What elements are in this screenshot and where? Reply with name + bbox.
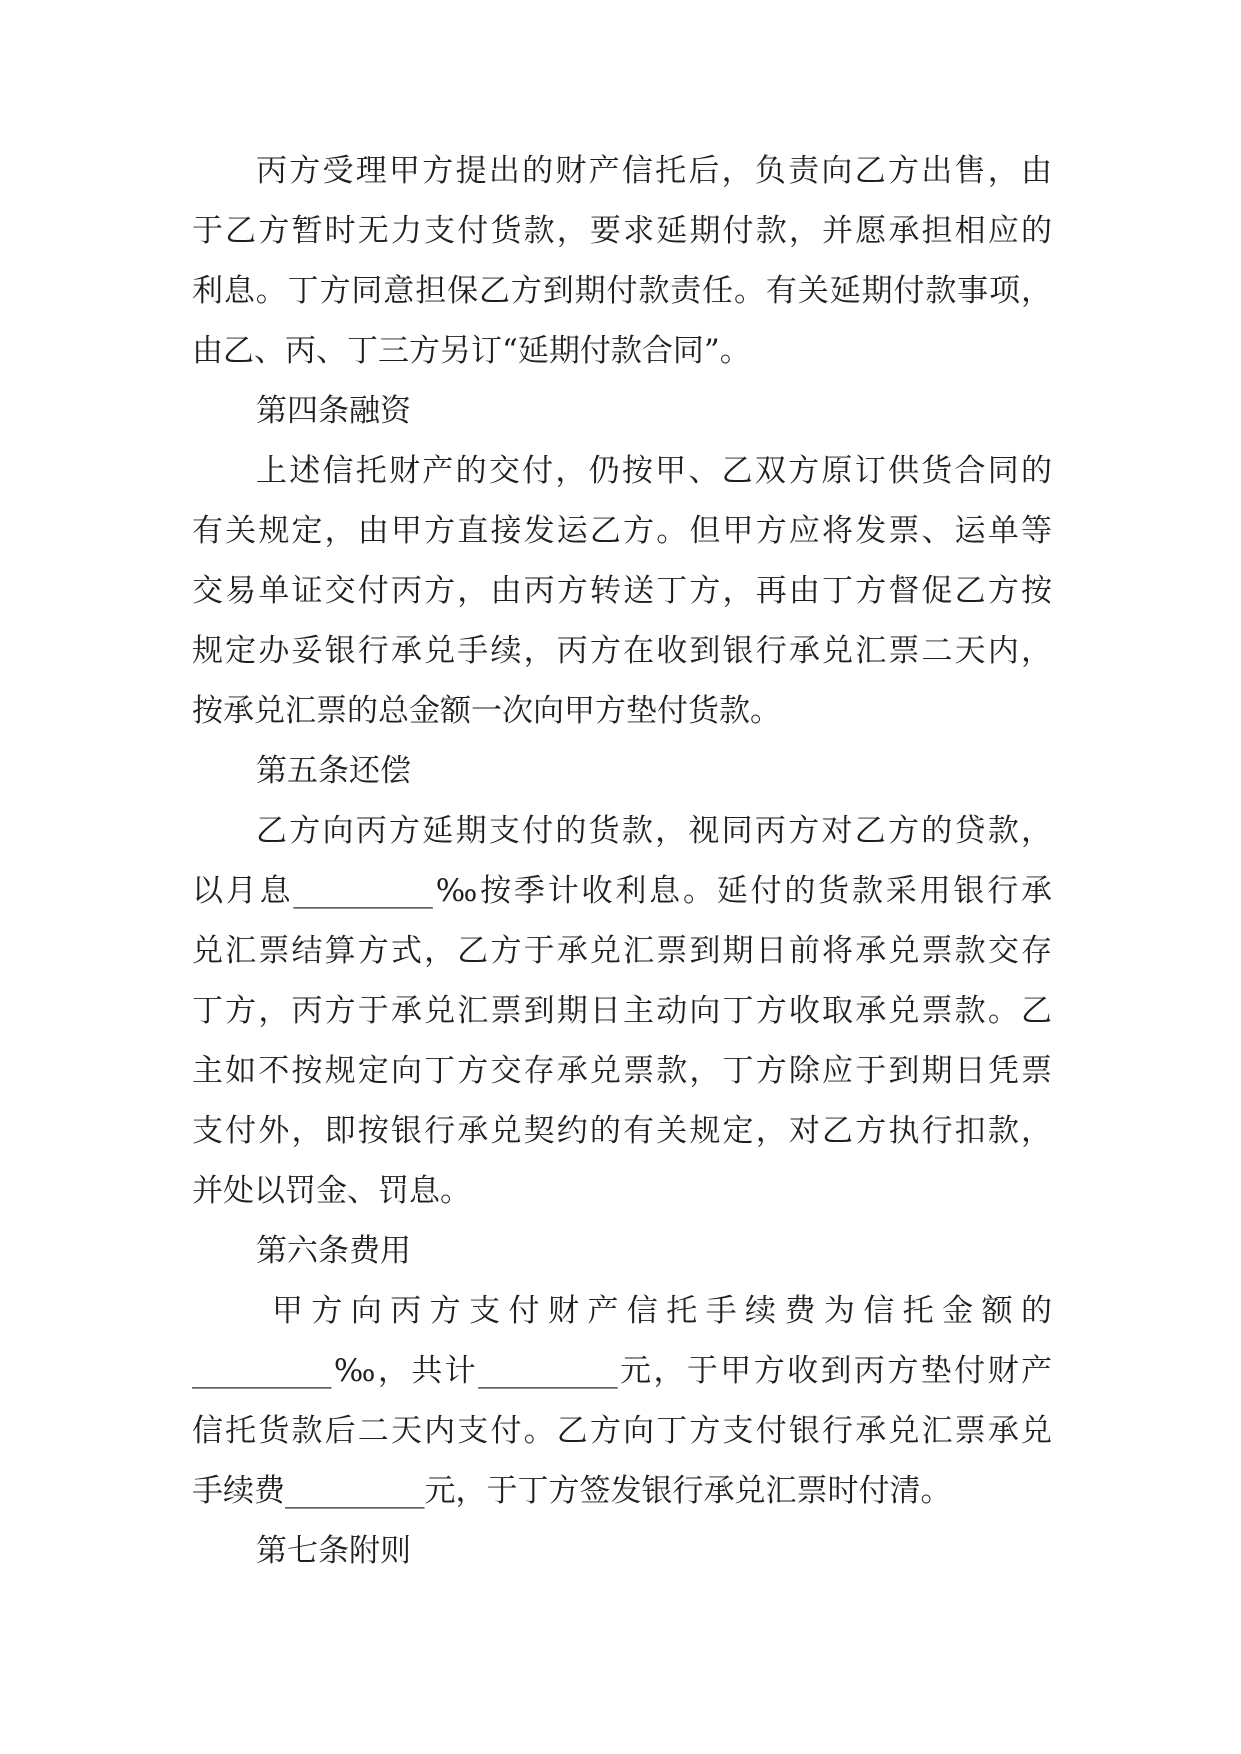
paragraph-line: 丙方受理甲方提出的财产信托后，负责向乙方出售，由 [256,153,1052,189]
paragraph-line: 丁方，丙方于承兑汇票到期日主动向丁方收取承兑票款。乙 [192,993,1052,1029]
section-heading: 第四条融资 [256,393,411,429]
paragraph-line: 信托货款后二天内支付。乙方向丁方支付银行承兑汇票承兑 [192,1413,1052,1449]
paragraph-line: 并处以罚金、罚息。 [192,1173,471,1209]
paragraph-line: 乙方向丙方延期支付的货款，视同丙方对乙方的贷款， [256,813,1052,849]
paragraph-line: 有关规定，由甲方直接发运乙方。但甲方应将发票、运单等 [192,513,1052,549]
paragraph-line: 兑汇票结算方式，乙方于承兑汇票到期日前将承兑票款交存 [192,933,1052,969]
paragraph-line: 以月息_________‰按季计收利息。延付的货款采用银行承 [192,873,1052,909]
paragraph-line: 于乙方暂时无力支付货款，要求延期付款，并愿承担相应的 [192,213,1052,249]
paragraph-line: 主如不按规定向丁方交存承兑票款，丁方除应于到期日凭票 [192,1053,1052,1089]
paragraph-line: 按承兑汇票的总金额一次向甲方垫付货款。 [192,693,781,729]
paragraph-line: 交易单证交付丙方，由丙方转送丁方，再由丁方督促乙方按 [192,573,1052,609]
paragraph-line: _________‰，共计_________元，于甲方收到丙方垫付财产 [192,1353,1052,1389]
paragraph-line: 上述信托财产的交付，仍按甲、乙双方原订供货合同的 [256,453,1052,489]
paragraph-line: 规定办妥银行承兑手续，丙方在收到银行承兑汇票二天内， [192,633,1052,669]
section-heading: 第七条附则 [256,1533,411,1569]
paragraph-line: 手续费_________元，于丁方签发银行承兑汇票时付清。 [192,1473,952,1509]
section-heading: 第六条费用 [256,1233,411,1269]
paragraph-line: 支付外，即按银行承兑契约的有关规定，对乙方执行扣款， [192,1113,1052,1149]
section-heading: 第五条还偿 [256,753,411,789]
paragraph-line: 利息。丁方同意担保乙方到期付款责任。有关延期付款事项， [192,273,1052,309]
paragraph-line: 甲方向丙方支付财产信托手续费为信托金额的 [272,1293,1052,1329]
paragraph-line: 由乙、丙、丁三方另订“延期付款合同”。 [192,333,751,369]
